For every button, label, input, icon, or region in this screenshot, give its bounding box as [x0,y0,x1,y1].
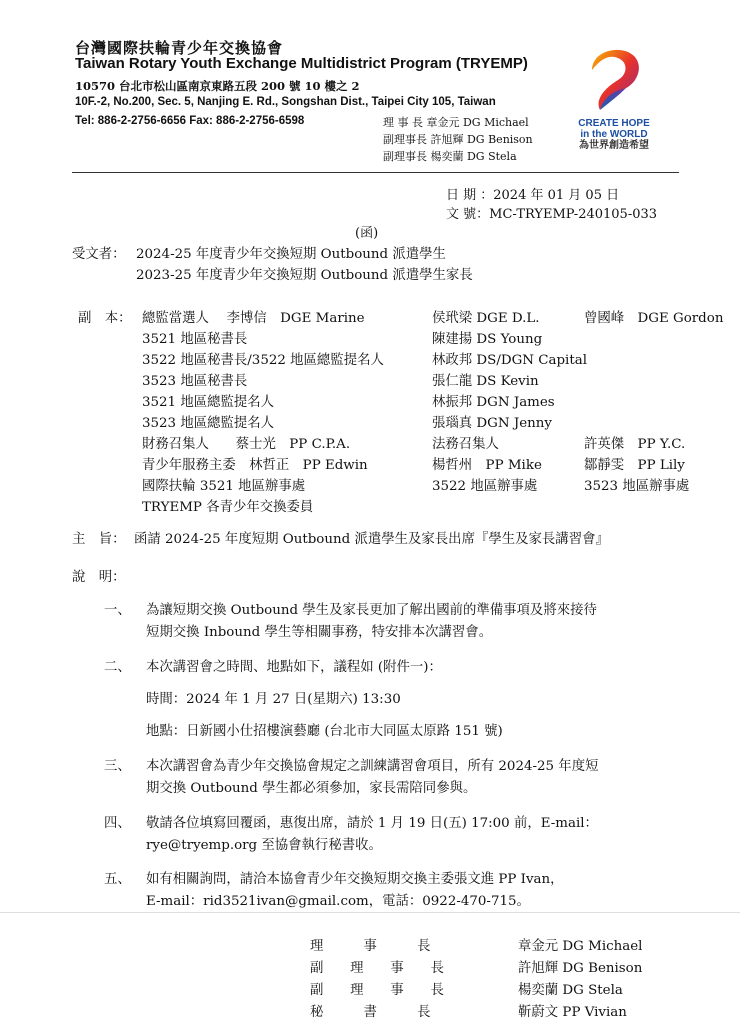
cc-entry: 曾國峰 DGE Gordon [584,311,724,326]
cc-entry: 3523 地區總監提名人 [142,416,275,431]
recipient-label: 受文者： [72,247,126,262]
cc-entry: 3523 地區秘書長 [142,374,248,389]
signature-title: 秘 書 長 [310,1005,431,1020]
officer-vice-president-2: 副理事長 楊奕蘭 DG Stela [383,150,517,163]
recipient-line: 2024-25 年度青少年交換短期 Outbound 派遣學生 [136,247,446,262]
cc-entry: 3523 地區辦事處 [584,479,690,494]
cc-entry: 楊哲州 PP Mike [432,458,542,473]
signature-title: 副 理 事 長 [310,983,444,998]
document-number: 文 號：MC-TRYEMP-240105-033 [446,207,658,222]
logo-text-line3: 為世界創造希望 [579,140,649,151]
cc-entry: 總監當選人 李博信 DGE Marine [142,311,365,326]
subject-text: 函請 2024-25 年度短期 Outbound 派遣學生及家長出席『學生及家長講習會』 [134,532,609,547]
item-text: rye@tryemp.org 至協會執行秘書收。 [146,838,382,853]
logo-text-line2: in the WORLD [580,129,648,140]
signature-title: 理 事 長 [310,939,431,954]
item-text: 本次講習會之時間、地點如下，議程如 (附件一)： [146,660,442,675]
cc-entry: 財務召集人 蔡士光 PP C.P.A. [142,437,351,452]
org-name-en: Taiwan Rotary Youth Exchange Multidistrict Program (TRYEMP) [75,55,528,72]
recipient-line: 2023-25 年度青少年交換短期 Outbound 派遣學生家長 [136,268,473,283]
letter-mark: (函) [355,226,379,241]
cc-entry: 3521 地區總監提名人 [142,395,275,410]
item-number: 四、 [104,816,131,831]
signature-name: 許旭輝 DG Benison [518,961,643,976]
item-text: 本次講習會為青少年交換協會規定之訓練講習會項目，所有 2024-25 年度短 [146,759,599,774]
cc-entry: 3522 地區秘書長/3522 地區總監提名人 [142,353,384,368]
create-hope-logo-icon [578,40,650,112]
cc-entry: 3521 地區秘書長 [142,332,248,347]
explanation-label: 說 明： [72,570,126,585]
cc-label: 副 本： [78,311,132,326]
cc-entry: 林政邦 DS/DGN Capital [432,353,587,368]
officer-vice-president-1: 副理事長 許旭輝 DG Benison [383,133,533,146]
cc-entry: 許英傑 PP Y.C. [584,437,686,452]
page-break-line [0,912,740,913]
item-text: 為讓短期交換 Outbound 學生及家長更加了解出國前的準備事項及將來接待 [146,603,597,618]
event-location: 地點：日新國小仕招樓演藝廳 (台北市大同區太原路 151 號) [146,724,503,739]
item-text: 如有相關詢問，請洽本協會青少年交換短期交換主委張文進 PP Ivan， [146,872,564,887]
cc-entry: 法務召集人 [432,437,499,452]
item-number: 一、 [104,603,131,618]
cc-entry: 國際扶輪 3521 地區辦事處 [142,479,306,494]
item-number: 五、 [104,872,131,887]
cc-entry: TRYEMP 各青少年交換委員 [142,500,314,515]
org-name-zh: 台灣國際扶輪青少年交換協會 [75,39,284,57]
subject-label: 主 旨： [72,532,126,547]
signature-name: 楊奕蘭 DG Stela [518,983,623,998]
officer-president: 理 事 長 章金元 DG Michael [383,116,529,129]
cc-entry: 3522 地區辦事處 [432,479,538,494]
cc-entry: 鄒靜雯 PP Lily [584,458,685,473]
item-number: 二、 [104,660,131,675]
item-number: 三、 [104,759,131,774]
letter-date: 日 期 ：2024 年 01 月 05 日 [446,188,620,203]
item-text: 短期交換 Inbound 學生等相關事務，特安排本次講習會。 [146,625,493,640]
cc-entry: 張仁龍 DS Kevin [432,374,539,389]
signature-name: 靳蔚文 PP Vivian [518,1005,627,1020]
cc-entry: 陳建揚 DS Young [432,332,543,347]
address-zh: 10570 台北市松山區南京東路五段 200 號 10 樓之 2 [75,79,360,93]
logo-text-line1: CREATE HOPE [578,118,650,129]
signature-name: 章金元 DG Michael [518,939,643,954]
event-time: 時間：2024 年 1 月 27 日(星期六) 13:30 [146,692,401,707]
signature-title: 副 理 事 長 [310,961,444,976]
item-text: 期交換 Outbound 學生都必須參加，家長需陪同參與。 [146,781,477,796]
address-en: 10F.-2, No.200, Sec. 5, Nanjing E. Rd., Songshan Dist., Taipei City 105, Taiwan [75,96,496,108]
cc-entry: 侯玳梁 DGE D.L. [432,311,540,326]
item-text: 敬請各位填寫回覆函，惠復出席，請於 1 月 19 日(五) 17:00 前，E-mail： [146,816,598,831]
cc-entry: 青少年服務主委 林哲正 PP Edwin [142,458,368,473]
contact-info: Tel: 886-2-2756-6656 Fax: 886-2-2756-6598 [75,115,305,127]
cc-entry: 張瑙真 DGN Jenny [432,416,552,431]
cc-entry: 林振邦 DGN James [432,395,555,410]
item-text: E-mail：rid3521ivan@gmail.com，電話：0922-470-715。 [146,894,530,909]
header-divider [72,172,679,173]
